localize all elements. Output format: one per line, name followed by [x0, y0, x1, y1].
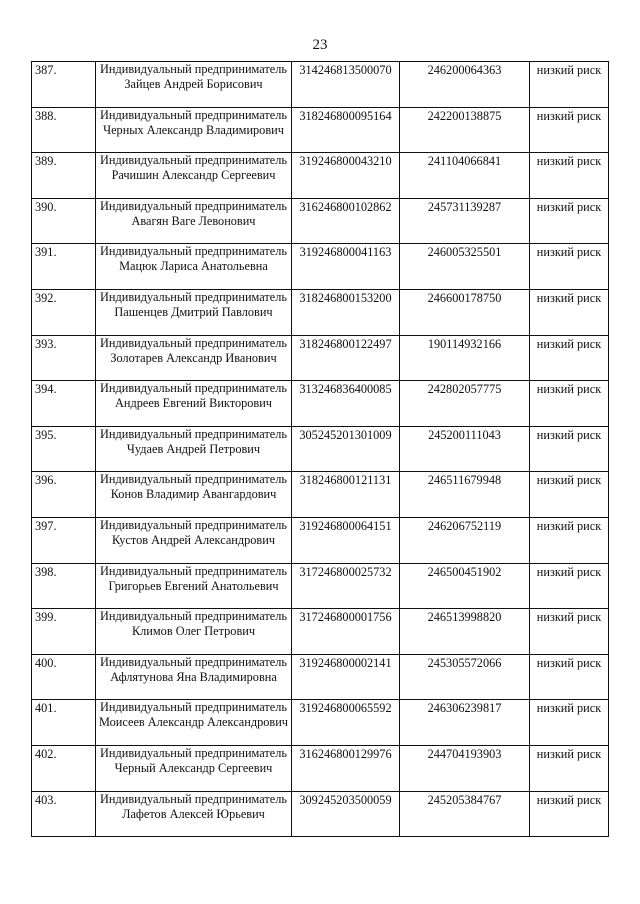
risk-category-cell: низкий риск — [530, 198, 609, 244]
risk-category-cell: низкий риск — [530, 472, 609, 518]
table-row — [32, 289, 609, 335]
inn-cell: 245200111043 — [400, 426, 530, 472]
inn-cell: 190114932166 — [400, 335, 530, 381]
inn-cell: 244704193903 — [400, 745, 530, 791]
table-row — [32, 563, 609, 609]
risk-category-cell: низкий риск — [530, 153, 609, 199]
risk-category-cell: низкий риск — [530, 609, 609, 655]
entrepreneur-name-cell: Индивидуальный предприниматель Кустов Андрей Александрович — [96, 517, 292, 563]
ogrnip-cell: 318246800153200 — [292, 289, 400, 335]
ogrnip-cell: 316246800102862 — [292, 198, 400, 244]
entrepreneur-name-cell: Индивидуальный предприниматель Черных Александр Владимирович — [96, 107, 292, 153]
risk-category-cell: низкий риск — [530, 335, 609, 381]
row-number-cell: 398. — [32, 563, 96, 609]
row-number-cell: 389. — [32, 153, 96, 199]
table-row — [32, 700, 609, 746]
risk-category-cell: низкий риск — [530, 745, 609, 791]
registry-table-body — [32, 62, 609, 837]
risk-category-cell: низкий риск — [530, 62, 609, 108]
page-number: 23 — [312, 37, 328, 53]
table-row — [32, 244, 609, 290]
entrepreneur-name-cell: Индивидуальный предприниматель Пашенцев Дмитрий Павлович — [96, 289, 292, 335]
row-number-cell: 394. — [32, 381, 96, 427]
ogrnip-cell: 314246813500070 — [292, 62, 400, 108]
risk-category-cell: низкий риск — [530, 791, 609, 837]
ogrnip-cell: 319246800064151 — [292, 517, 400, 563]
table-row — [32, 62, 609, 108]
risk-category-cell: низкий риск — [530, 107, 609, 153]
row-number-cell: 395. — [32, 426, 96, 472]
risk-category-cell: низкий риск — [530, 426, 609, 472]
entrepreneur-name-cell: Индивидуальный предприниматель Моисеев Александр Александрович — [96, 700, 292, 746]
entrepreneur-name-cell: Индивидуальный предприниматель Зайцев Андрей Борисович — [96, 62, 292, 108]
inn-cell: 241104066841 — [400, 153, 530, 199]
table-row — [32, 472, 609, 518]
row-number-cell: 401. — [32, 700, 96, 746]
inn-cell: 246500451902 — [400, 563, 530, 609]
registry-table — [31, 61, 609, 837]
inn-cell: 242802057775 — [400, 381, 530, 427]
ogrnip-cell: 319246800065592 — [292, 700, 400, 746]
ogrnip-cell: 309245203500059 — [292, 791, 400, 837]
inn-cell: 246200064363 — [400, 62, 530, 108]
row-number-cell: 391. — [32, 244, 96, 290]
risk-category-cell: низкий риск — [530, 700, 609, 746]
ogrnip-cell: 316246800129976 — [292, 745, 400, 791]
ogrnip-cell: 317246800025732 — [292, 563, 400, 609]
table-row — [32, 426, 609, 472]
entrepreneur-name-cell: Индивидуальный предприниматель Григорьев Евгений Анатольевич — [96, 563, 292, 609]
inn-cell: 245305572066 — [400, 654, 530, 700]
inn-cell: 246600178750 — [400, 289, 530, 335]
inn-cell: 246005325501 — [400, 244, 530, 290]
inn-cell: 246206752119 — [400, 517, 530, 563]
inn-cell: 242200138875 — [400, 107, 530, 153]
inn-cell: 245731139287 — [400, 198, 530, 244]
table-row — [32, 153, 609, 199]
ogrnip-cell: 318246800121131 — [292, 472, 400, 518]
row-number-cell: 402. — [32, 745, 96, 791]
table-row — [32, 335, 609, 381]
row-number-cell: 403. — [32, 791, 96, 837]
inn-cell: 246513998820 — [400, 609, 530, 655]
ogrnip-cell: 313246836400085 — [292, 381, 400, 427]
row-number-cell: 387. — [32, 62, 96, 108]
entrepreneur-name-cell: Индивидуальный предприниматель Мацюк Лариса Анатольевна — [96, 244, 292, 290]
ogrnip-cell: 317246800001756 — [292, 609, 400, 655]
table-row — [32, 198, 609, 244]
ogrnip-cell: 319246800043210 — [292, 153, 400, 199]
row-number-cell: 390. — [32, 198, 96, 244]
row-number-cell: 388. — [32, 107, 96, 153]
entrepreneur-name-cell: Индивидуальный предприниматель Рачишин Александр Сергеевич — [96, 153, 292, 199]
entrepreneur-name-cell: Индивидуальный предприниматель Афлятунова Яна Владимировна — [96, 654, 292, 700]
risk-category-cell: низкий риск — [530, 654, 609, 700]
row-number-cell: 396. — [32, 472, 96, 518]
table-row — [32, 609, 609, 655]
entrepreneur-name-cell: Индивидуальный предприниматель Авагян Ваге Левонович — [96, 198, 292, 244]
table-row — [32, 381, 609, 427]
entrepreneur-name-cell: Индивидуальный предприниматель Андреев Евгений Викторович — [96, 381, 292, 427]
row-number-cell: 397. — [32, 517, 96, 563]
inn-cell: 246306239817 — [400, 700, 530, 746]
ogrnip-cell: 319246800041163 — [292, 244, 400, 290]
entrepreneur-name-cell: Индивидуальный предприниматель Конов Владимир Авангардович — [96, 472, 292, 518]
risk-category-cell: низкий риск — [530, 563, 609, 609]
row-number-cell: 399. — [32, 609, 96, 655]
table-row — [32, 791, 609, 837]
table-row — [32, 517, 609, 563]
entrepreneur-name-cell: Индивидуальный предприниматель Климов Олег Петрович — [96, 609, 292, 655]
risk-category-cell: низкий риск — [530, 517, 609, 563]
ogrnip-cell: 319246800002141 — [292, 654, 400, 700]
row-number-cell: 392. — [32, 289, 96, 335]
row-number-cell: 393. — [32, 335, 96, 381]
risk-category-cell: низкий риск — [530, 381, 609, 427]
table-row — [32, 107, 609, 153]
row-number-cell: 400. — [32, 654, 96, 700]
ogrnip-cell: 318246800122497 — [292, 335, 400, 381]
entrepreneur-name-cell: Индивидуальный предприниматель Чудаев Андрей Петрович — [96, 426, 292, 472]
risk-category-cell: низкий риск — [530, 244, 609, 290]
entrepreneur-name-cell: Индивидуальный предприниматель Лафетов Алексей Юрьевич — [96, 791, 292, 837]
ogrnip-cell: 318246800095164 — [292, 107, 400, 153]
entrepreneur-name-cell: Индивидуальный предприниматель Золотарев Александр Иванович — [96, 335, 292, 381]
table-row — [32, 745, 609, 791]
entrepreneur-name-cell: Индивидуальный предприниматель Черный Александр Сергеевич — [96, 745, 292, 791]
inn-cell: 245205384767 — [400, 791, 530, 837]
risk-category-cell: низкий риск — [530, 289, 609, 335]
table-row — [32, 654, 609, 700]
inn-cell: 246511679948 — [400, 472, 530, 518]
ogrnip-cell: 305245201301009 — [292, 426, 400, 472]
